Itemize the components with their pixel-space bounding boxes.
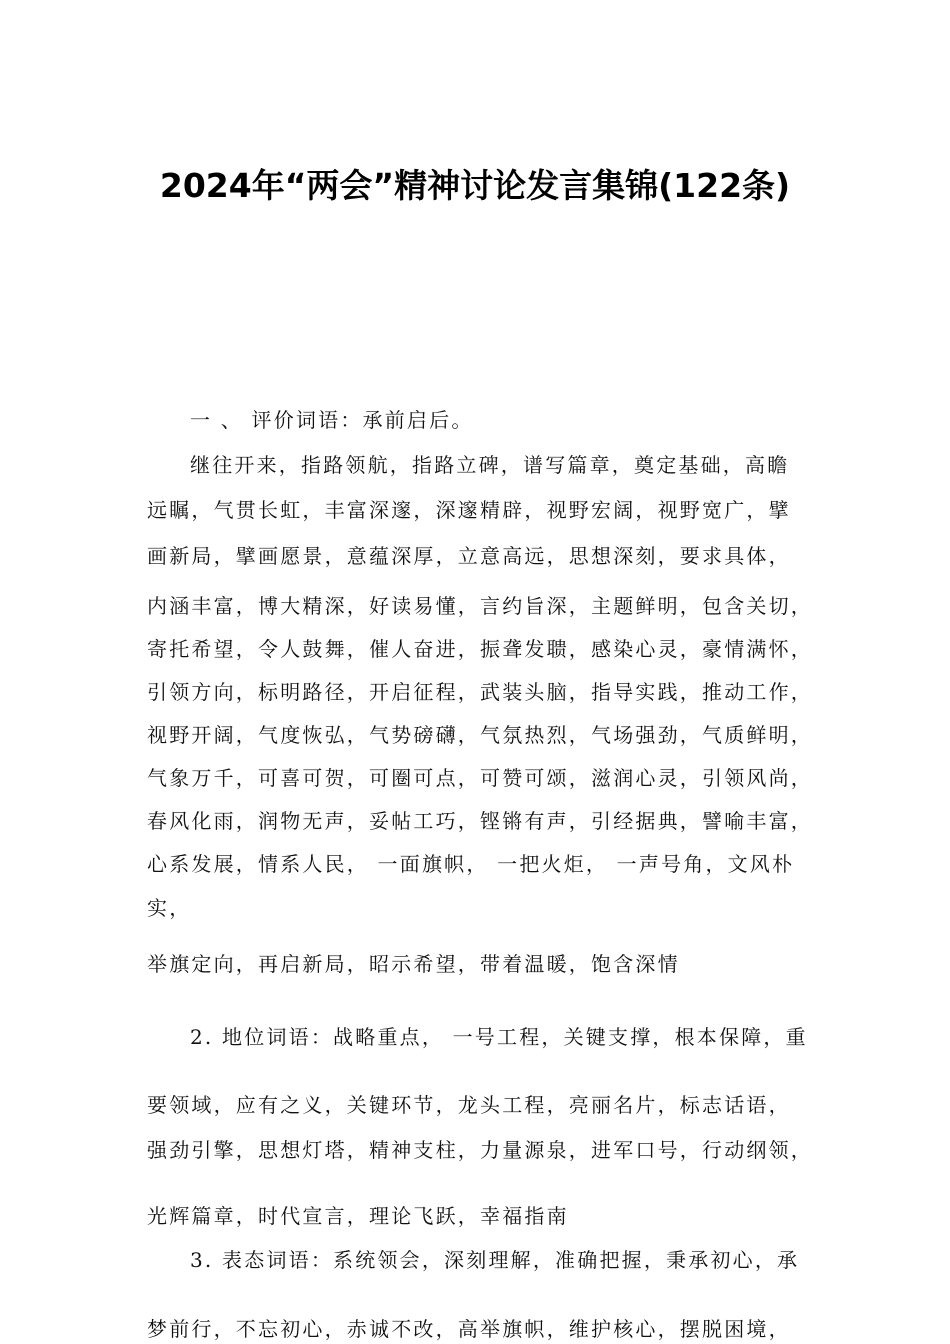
paragraph-line: 梦前行，不忘初心，赤诚不改，高举旗帜，维护核心，摆脱困境， bbox=[147, 1317, 791, 1341]
paragraph-line: 引领方向，标明路径，开启征程，武装头脑，指导实践，推动工作， bbox=[147, 680, 813, 704]
paragraph-line: 气象万千，可喜可贺，可圈可点，可赞可颂，滋润心灵，引领风尚， bbox=[147, 766, 813, 790]
section-heading-2: 2. 地位词语：战略重点， 一号工程，关键支撑，根本保障，重 bbox=[190, 1025, 808, 1049]
paragraph-line: 寄托希望，令人鼓舞，催人奋进，振聋发聩，感染心灵，豪情满怀， bbox=[147, 637, 813, 661]
paragraph-line: 继往开来，指路领航，指路立碑，谱写篇章，奠定基础，高瞻 bbox=[190, 453, 790, 477]
paragraph-line: 要领域，应有之义，关键环节，龙头工程，亮丽名片，标志话语， bbox=[147, 1093, 791, 1117]
paragraph-line: 视野开阔，气度恢弘，气势磅礴，气氛热烈，气场强劲，气质鲜明， bbox=[147, 723, 813, 747]
paragraph-line: 心系发展，情系人民， 一面旗帜， 一把火炬， 一声号角，文风朴 bbox=[147, 852, 795, 876]
document-title: 2024年“两会”精神讨论发言集锦(122条) bbox=[159, 166, 791, 205]
paragraph-line: 春风化雨，润物无声，妥帖工巧，铿锵有声，引经据典，譬喻丰富， bbox=[147, 809, 813, 833]
section-heading-1: 一 、 评价词语：承前启后。 bbox=[190, 408, 474, 432]
paragraph-line: 实， bbox=[147, 896, 192, 920]
paragraph-line: 强劲引擎，思想灯塔，精神支柱，力量源泉，进军口号，行动纲领， bbox=[147, 1138, 813, 1162]
paragraph-line: 内涵丰富，博大精深，好读易懂，言约旨深，主题鲜明，包含关切， bbox=[147, 594, 813, 618]
section-heading-3: 3. 表态词语：系统领会，深刻理解，准确把握，秉承初心，承 bbox=[190, 1248, 800, 1272]
paragraph-line: 举旗定向，再启新局，昭示希望，带着温暖，饱含深情 bbox=[147, 952, 680, 976]
paragraph-line: 远瞩，气贯长虹，丰富深邃，深邃精辟，视野宏阔，视野宽广，擘 bbox=[147, 498, 791, 522]
paragraph-line: 画新局，擘画愿景，意蕴深厚，立意高远，思想深刻，要求具体， bbox=[147, 544, 791, 568]
paragraph-line: 光辉篇章，时代宣言，理论飞跃，幸福指南 bbox=[147, 1204, 569, 1228]
